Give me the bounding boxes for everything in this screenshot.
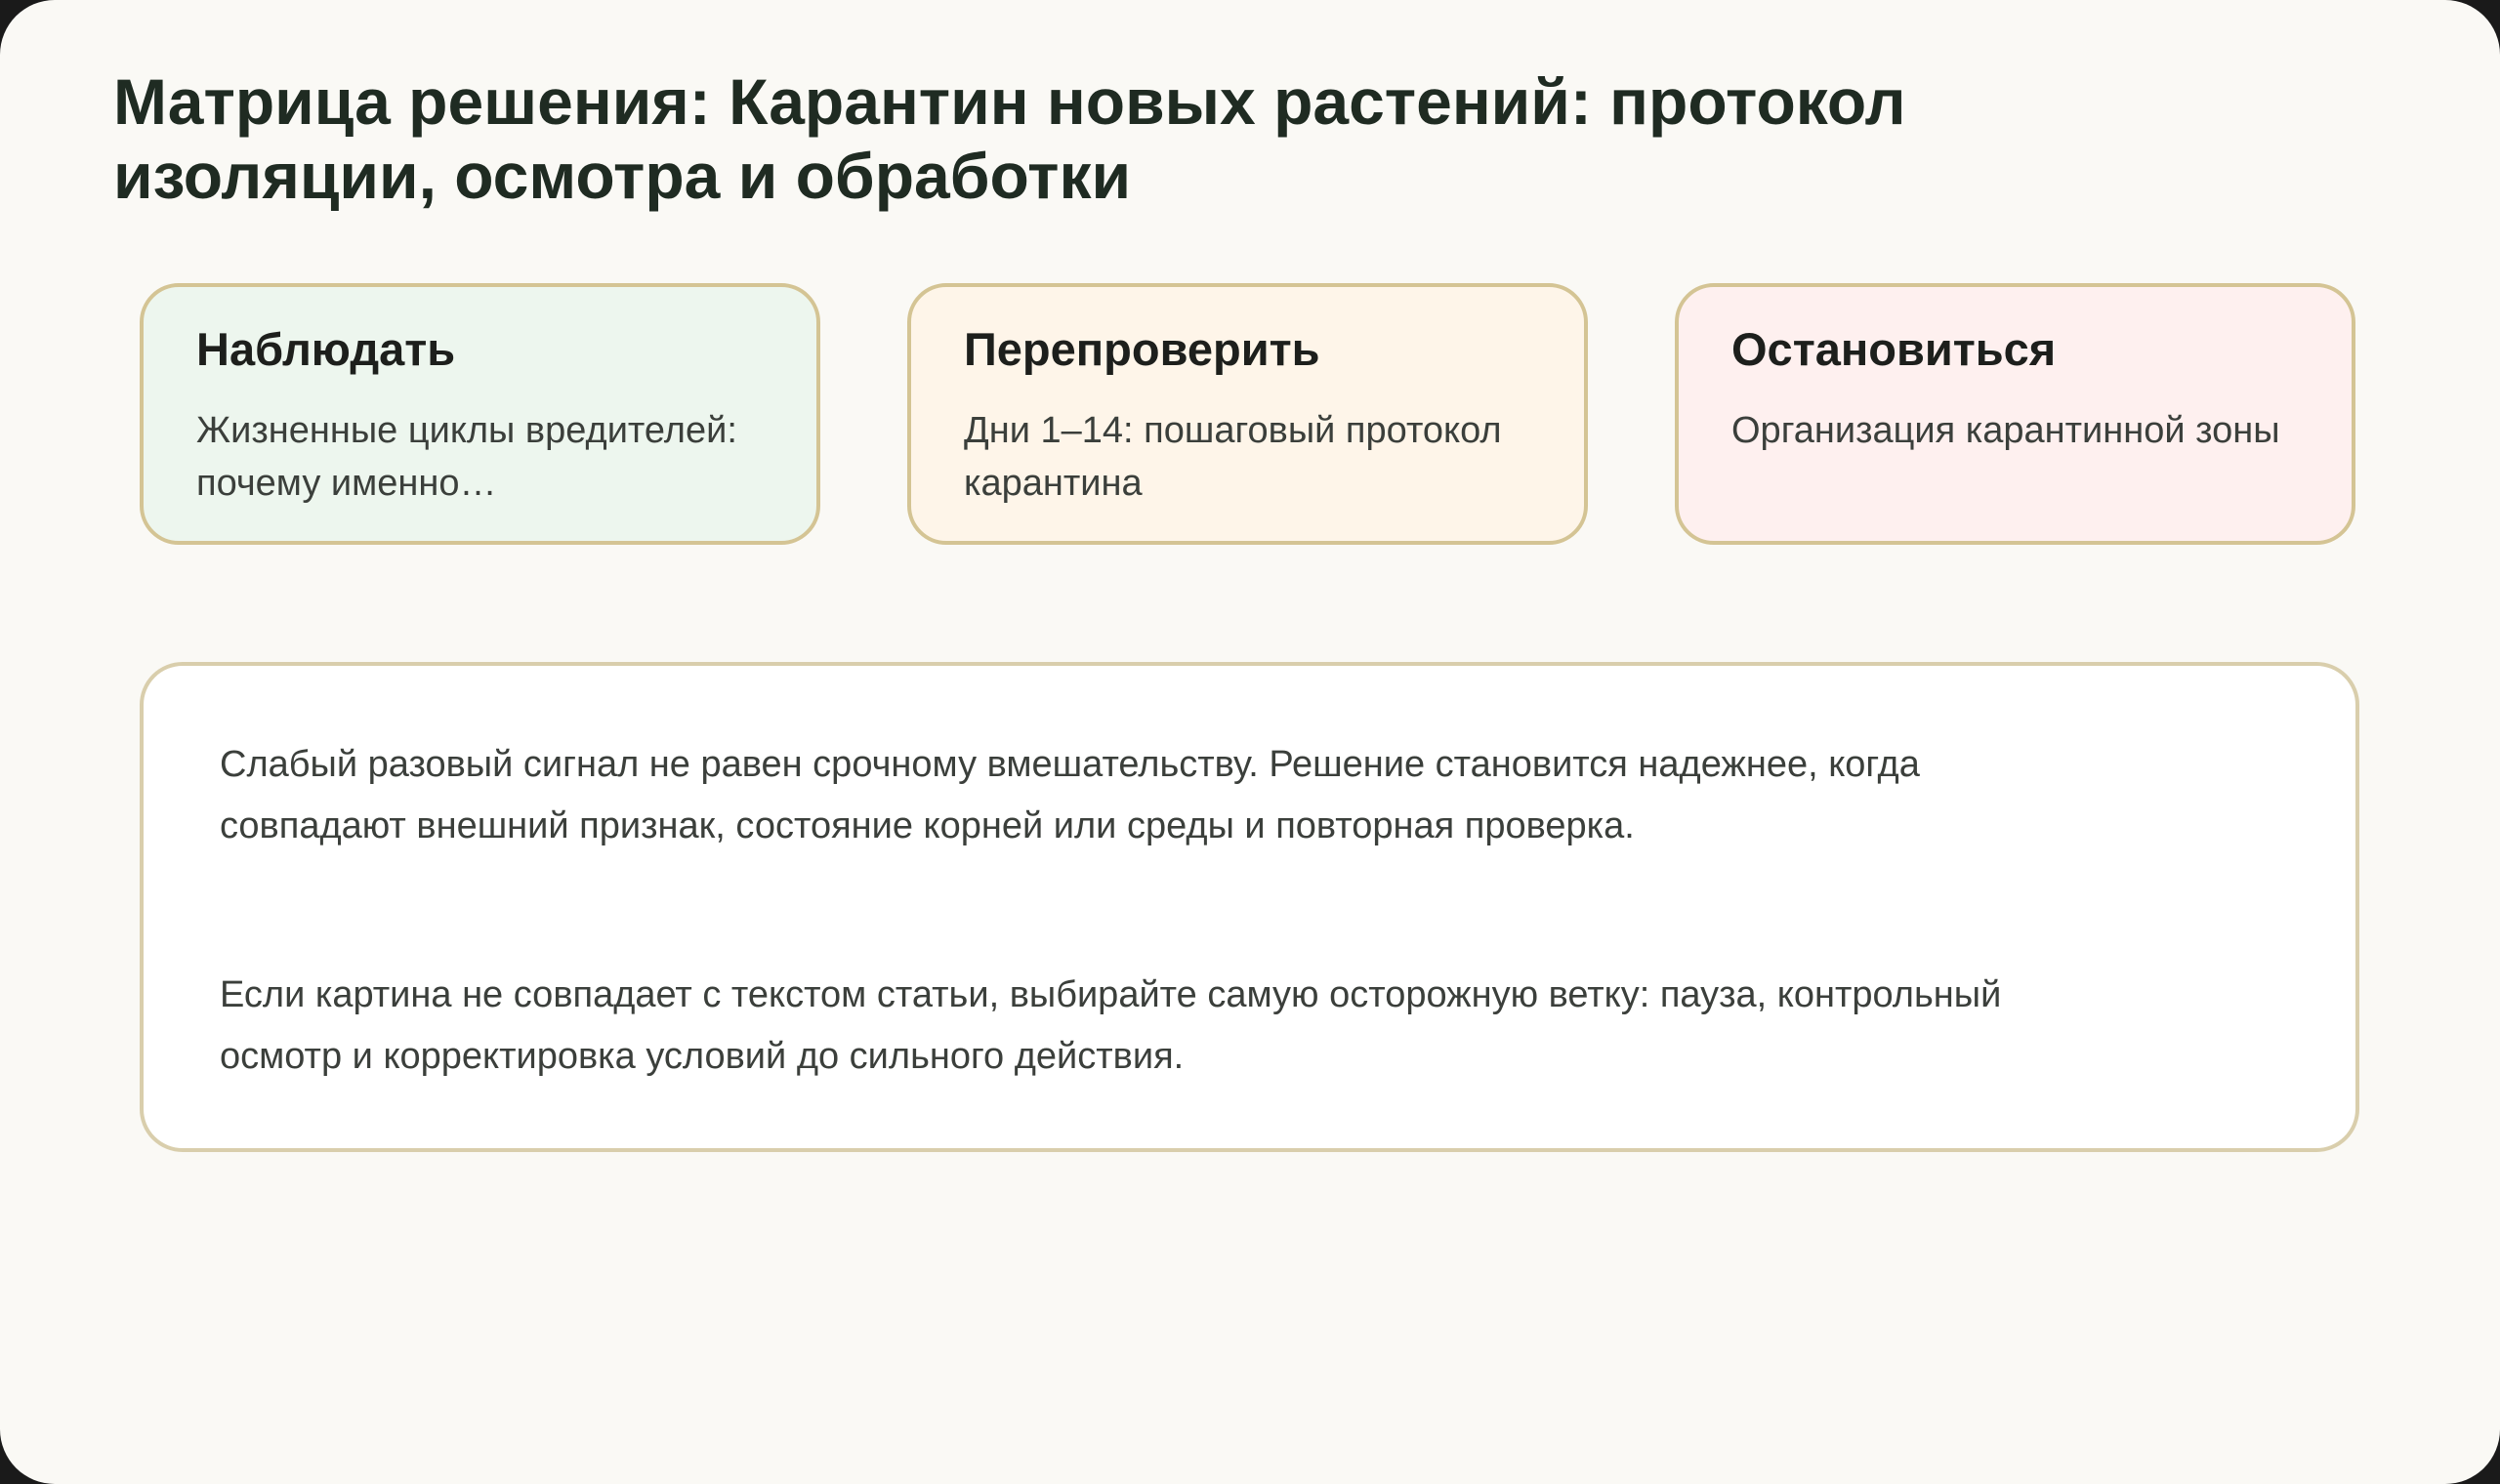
page-title: Матрица решения: Карантин новых растений: протокол изоляции, осмотра и обработки [113, 65, 1906, 212]
card-recheck-title: Перепроверить [964, 323, 1320, 375]
note-paragraph: Слабый разовый сигнал не равен срочному вмешательству. Решение становится надежнее, когда совпадают внешний признак, состояние корней или среды и повторная проверка. [220, 744, 1920, 846]
note-panel [140, 662, 2359, 1152]
card-stop [1675, 283, 2355, 545]
card-observe [140, 283, 820, 545]
card-observe-text: Жизненные циклы вредителей: почему именно… [196, 410, 737, 504]
card-recheck [907, 283, 1588, 545]
card-stop-text: Организация карантинной зоны [1731, 410, 2280, 451]
note-paragraph: Если картина не совпадает с текстом статьи, выбирайте самую осторожную ветку: пауза, контрольный осмотр и корректировка условий до сильного действия. [220, 974, 2002, 1077]
card-stop-title: Остановиться [1731, 323, 2057, 375]
card-observe-title: Наблюдать [196, 323, 456, 375]
card-recheck-text: Дни 1–14: пошаговый протокол карантина [964, 410, 1502, 504]
